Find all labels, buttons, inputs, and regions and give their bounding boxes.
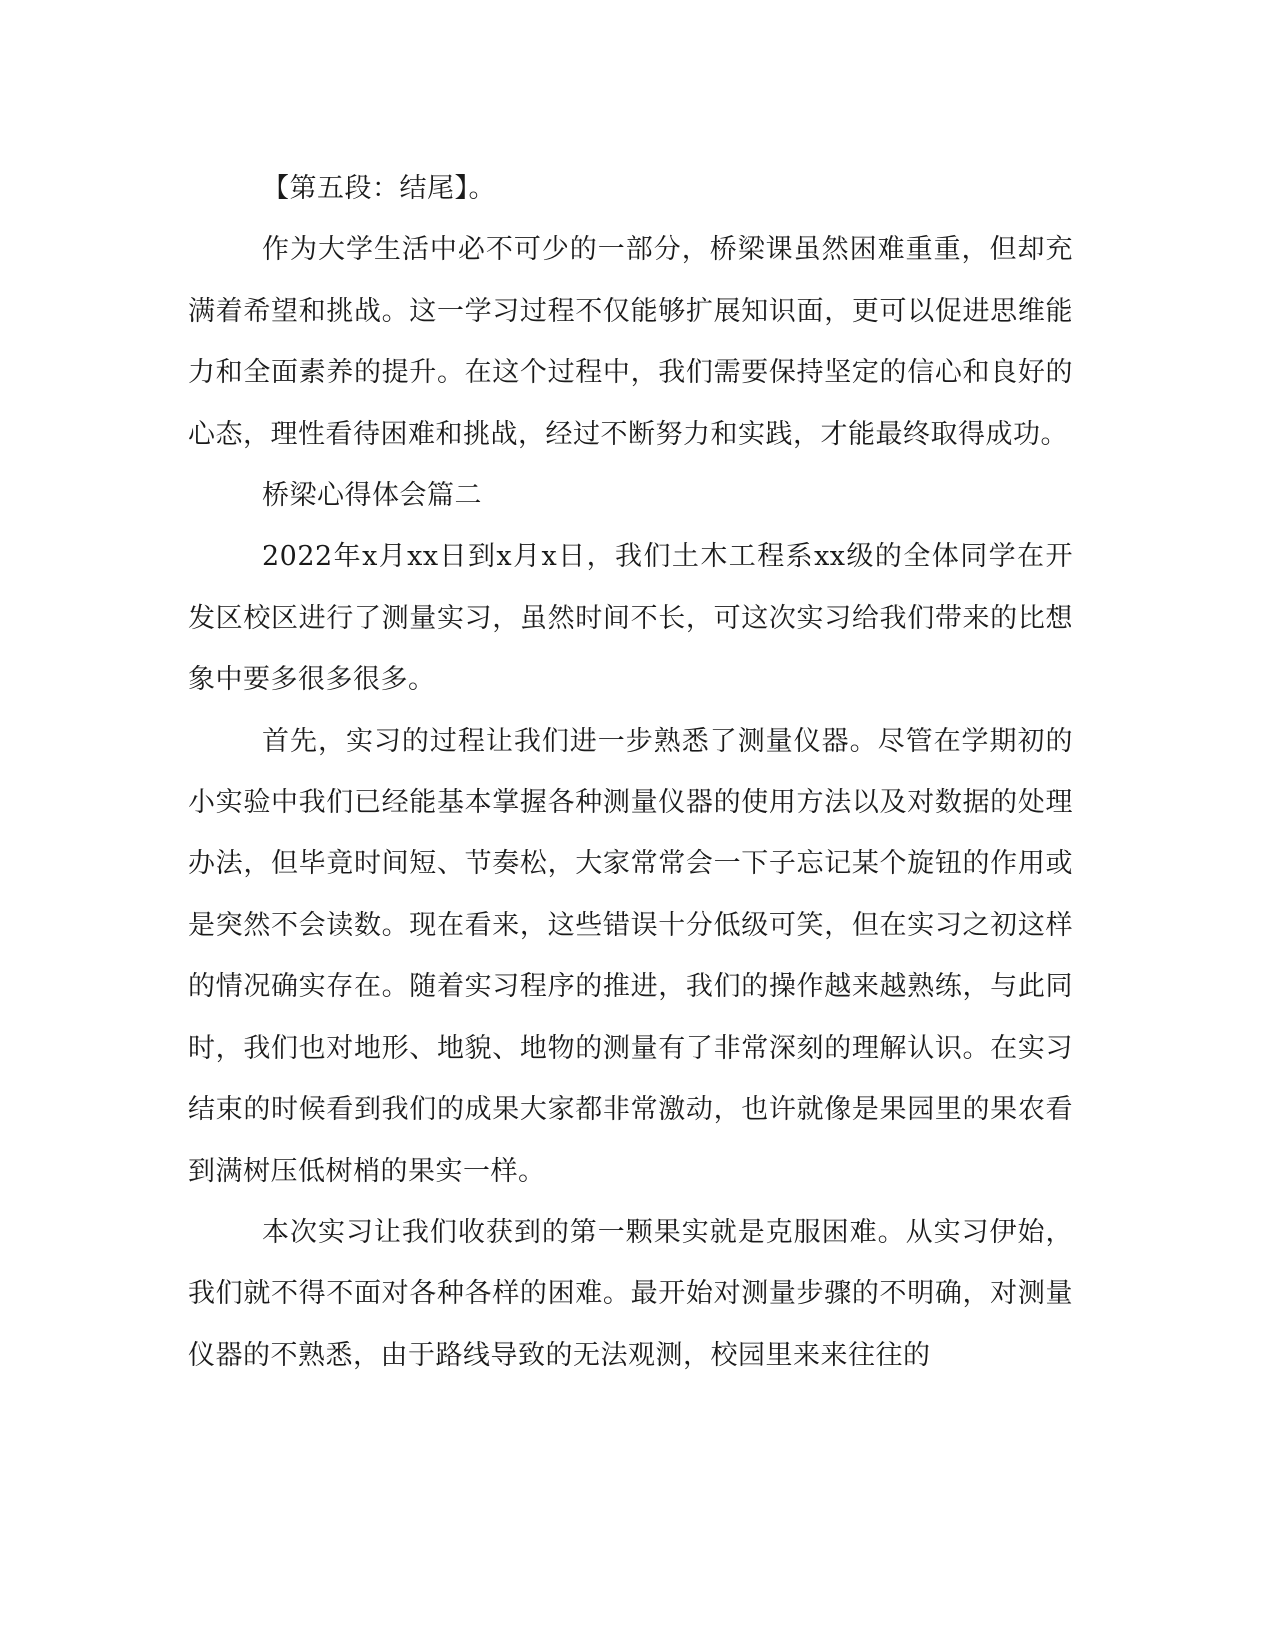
paragraph-overcome-difficulties: 本次实习让我们收获到的第一颗果实就是克服困难。从实习伊始，我们就不得不面对各种各样的困难。最开始对测量步骤的不明确，对测量仪器的不熟悉，由于路线导致的无法观测，校园里来来往往的 xyxy=(188,1216,1073,1371)
article-title-part-two: 桥梁心得体会篇二 xyxy=(262,480,482,512)
paragraph-conclusion: 作为大学生活中必不可少的一部分，桥梁课虽然困难重重，但却充满着希望和挑战。这一学习过程不仅能够扩展知识面，更可以促进思维能力和全面素养的提升。在这个过程中，我们需要保持坚定的信心和良好的心态，理性看待困难和挑战，经过不断努力和实践，才能最终取得成功。 xyxy=(188,234,1073,450)
paragraph-intro: 2022年x月xx日到x月x日，我们土木工程系xx级的全体同学在开发区校区进行了测量实习，虽然时间不长，可这次实习给我们带来的比想象中要多很多很多。 xyxy=(188,541,1073,696)
section-heading-conclusion: 【第五段：结尾】。 xyxy=(262,173,496,204)
document-body xyxy=(188,158,1073,1386)
paragraph-first: 首先，实习的过程让我们进一步熟悉了测量仪器。尽管在学期初的小实验中我们已经能基本掌握各种测量仪器的使用方法以及对数据的处理办法，但毕竟时间短、节奏松，大家常常会一下子忘记某个旋钮的作用或是突然不会读数。现在看来，这些错误十分低级可笑，但在实习之初这样的情况确实存在。随着实习程序的推进，我们的操作越来越熟练，与此同时，我们也对地形、地貌、地物的测量有了非常深刻的理解认识。在实习结束的时候看到我们的成果大家都非常激动，也许就像是果园里的果农看到满树压低树梢的果实一样。 xyxy=(188,725,1073,1187)
